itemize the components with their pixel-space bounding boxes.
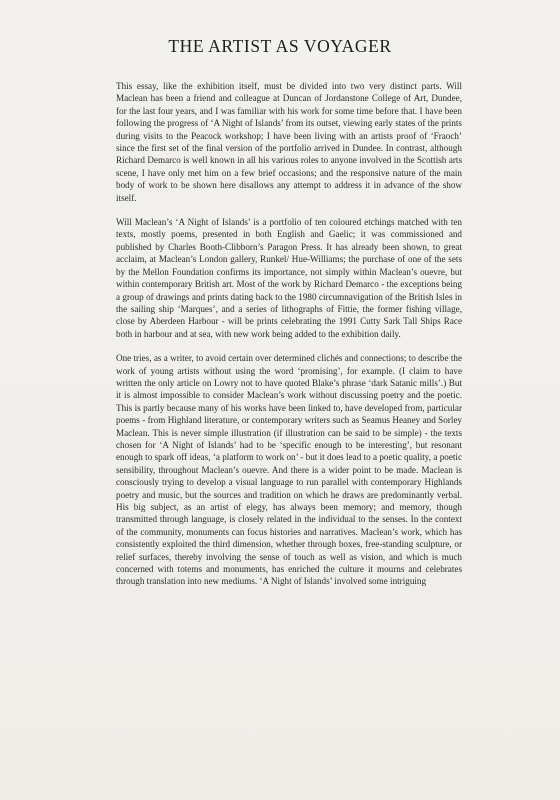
paragraph-1: This essay, like the exhibition itself, must be divided into two very distinct parts. Will Maclean has been a friend and colleague at Duncan of Jordanstone College of Art, Dundee, for the last four years, and I was familiar with his work for some time before that. I have been following the progress of ‘A Night of Islands’ from its outset, viewing early states of the prints during visits to the Peacock workshop; I have been living with an artists proof of ‘Fraoch’ since the first set of the final version of the portfolio arrived in Dundee. In contrast, although Richard Demarco is well known in all his various roles to anyone involved in the Scottish arts scene, I have only met him on a few brief occasions; and the responsive nature of the main body of work to be shown here disallows any attempt to address it in advance of the show itself.	[116, 81, 462, 203]
essay-body	[116, 80, 462, 600]
essay-title: THE ARTIST AS VOYAGER	[168, 36, 392, 56]
paragraph-2: Will Maclean’s ‘A Night of Islands’ is a portfolio of ten coloured etchings matched with ten texts, mostly poems, presented in both English and Gaelic; it was commissioned and published by Charles Booth-Clibborn’s Paragon Press. It has already been shown, to great acclaim, at Maclean’s London gallery, Runkel/ Hue-Williams; the purchase of one of the sets by the Mellon Foundation confirms its importance, not simply within Maclean’s ouevre, but within contemporary British art. Most of the work by Richard Demarco - the exceptions being a group of drawings and prints dating back to the 1980 circumnavigation of the British Isles in the sailing ship ‘Marques’, and a series of lithographs of Fittie, the former fishing village, close by Aberdeen Harbour - will be prints celebrating the 1991 Cutty Sark Tall Ships Race both in harbour and at sea, with new work being added to the exhibition daily.	[116, 217, 462, 339]
paragraph-3: One tries, as a writer, to avoid certain over determined clichés and connections; to describe the work of young artists without using the word ‘promising’, for example. (I claim to have written the only article on Lowry not to have quoted Blake’s phrase ‘dark Satanic mills’.) But it is almost impossible to consider Maclean’s work without discussing poetry and the poetic. This is partly because many of his works have been linked to, have developed from, particular poems - from Highland literature, or contemporary writers such as Seamus Heaney and Sorley Maclean. This is never simple illustration (if illustration can be said to be simple) - the texts chosen for ‘A Night of Islands’ had to be ‘specific enough to be interesting’, but resonant enough to spark off ideas, ‘a platform to work on’ - but it does lead to a poetic quality, a poetic sensibility, throughout Maclean’s ouevre. And there is a wider point to be made. Maclean is consciously trying to develop a visual language to run parallel with contemporary Highlands poetry and music, but the sources and tradition on which he draws are predominantly verbal. His big subject, as an artist of elegy, has always been memory; and memory, though transmitted through language, is closely related in the individual to the senses. In the context of the community, monuments can focus histories and narratives. Maclean’s work, which has consistently exploited the third dimension, whether through boxes, free-standing sculpture, or relief surfaces, thereby involving the sense of touch as well as vision, and which is much concerned with totems and monuments, has enriched the culture it mourns and celebrates through translation into new mediums. ‘A Night of Islands’ involved some intriguing	[116, 353, 462, 587]
